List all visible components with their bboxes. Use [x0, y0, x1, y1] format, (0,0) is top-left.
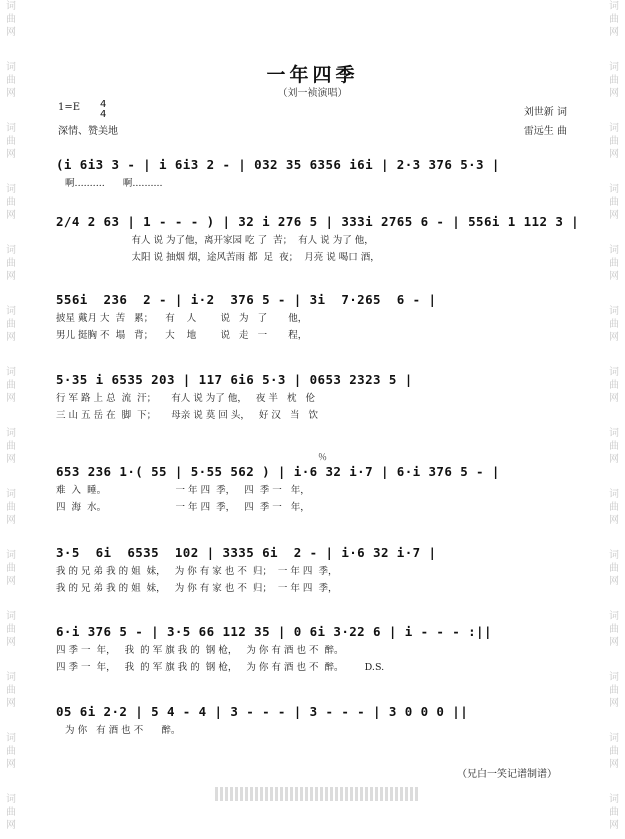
song-subtitle: （刘一祯演唱）: [277, 88, 348, 99]
lyric-line-1: 披星 戴月 大 苦 累； 有 人 说 为 了 他，: [56, 313, 308, 324]
watermark-glyph: 词: [609, 489, 619, 500]
watermark-glyph: 词: [609, 245, 619, 256]
score-system-8: [56, 702, 576, 756]
time-signature-top: 4: [100, 99, 107, 110]
watermark-glyph: 词: [6, 611, 16, 622]
watermark-glyph: 曲: [609, 807, 619, 818]
watermark-glyph: 词: [609, 733, 619, 744]
watermark-group: [605, 732, 623, 771]
composer-credit: 雷远生 曲: [523, 126, 567, 137]
watermark-glyph: 网: [6, 454, 16, 465]
score-system-6: [56, 543, 576, 597]
watermark-glyph: 曲: [609, 258, 619, 269]
watermark-glyph: 词: [6, 428, 16, 439]
watermark-group: [2, 244, 20, 283]
notation-line: 5·35 i 6535 203 | 117 6i6 5·3 | 0653 2323 5 |: [56, 372, 413, 387]
watermark-glyph: 曲: [6, 319, 16, 330]
watermark-group: [2, 305, 20, 344]
score-system-5: [56, 462, 576, 516]
watermark-glyph: 词: [6, 367, 16, 378]
score-system-3: [56, 290, 576, 344]
watermark-group: [605, 488, 623, 527]
watermark-glyph: 词: [609, 611, 619, 622]
watermark-group: [2, 366, 20, 405]
watermark-glyph: 网: [609, 393, 619, 404]
watermark-group: [2, 0, 20, 39]
watermark-glyph: 网: [609, 332, 619, 343]
watermark-glyph: 网: [6, 759, 16, 770]
watermark-glyph: 词: [609, 123, 619, 134]
watermark-glyph: 网: [6, 271, 16, 282]
watermark-glyph: 网: [609, 27, 619, 38]
key-signature: 1=E: [58, 102, 81, 113]
watermark-glyph: 曲: [6, 14, 16, 25]
watermark-glyph: 曲: [609, 563, 619, 574]
notation-line: 05 6i 2·2 | 5 4 - 4 | 3 - - - | 3 - - - | 3 0 0 0 ||: [56, 704, 469, 719]
notation-line: 556i 236 2 - | i·2 376 5 - | 3i 7·265 6 - |: [56, 292, 437, 307]
watermark-glyph: 词: [609, 1, 619, 12]
watermark-glyph: 网: [6, 698, 16, 709]
watermark-glyph: 网: [6, 637, 16, 648]
lyric-line-2: [56, 739, 576, 756]
watermark-glyph: 网: [609, 576, 619, 587]
watermark-group: [2, 122, 20, 161]
watermark-glyph: 曲: [609, 14, 619, 25]
watermark-group: [605, 366, 623, 405]
tempo-marking: 深情、赞美地: [58, 126, 118, 137]
song-title: 一年四季: [266, 64, 359, 86]
watermark-glyph: 曲: [6, 685, 16, 696]
lyric-line-2: 四 季 一 年， 我 的 军 旗 我 的 钢 枪， 为 你 有 酒 也 不 醉。 D.S.: [56, 662, 385, 673]
watermark-group: [2, 488, 20, 527]
footer-watermark-strip: [215, 787, 420, 801]
score-system-2: [56, 212, 580, 266]
watermark-glyph: 网: [6, 88, 16, 99]
watermark-glyph: 网: [6, 576, 16, 587]
watermark-glyph: 网: [6, 393, 16, 404]
watermark-glyph: 词: [6, 733, 16, 744]
watermark-glyph: 曲: [609, 624, 619, 635]
watermark-group: [605, 549, 623, 588]
watermark-glyph: 曲: [6, 624, 16, 635]
watermark-glyph: 词: [609, 672, 619, 683]
lyric-line-2: 男儿 挺胸 不 塌 背； 大 地 说 走 一 程，: [56, 330, 308, 341]
notation-line: 6·i 376 5 - | 3·5 66 112 35 | 0 6i 3·22 6 | i - - - :||: [56, 624, 492, 639]
watermark-glyph: 曲: [6, 258, 16, 269]
watermark-group: [605, 0, 623, 39]
watermark-right: [605, 0, 623, 839]
watermark-glyph: 词: [6, 794, 16, 805]
watermark-group: [605, 305, 623, 344]
watermark-glyph: 词: [609, 367, 619, 378]
watermark-glyph: 词: [6, 672, 16, 683]
time-signature-bottom: 4: [100, 109, 107, 120]
watermark-glyph: 网: [6, 332, 16, 343]
watermark-group: [605, 671, 623, 710]
watermark-glyph: 曲: [6, 746, 16, 757]
watermark-glyph: 网: [6, 27, 16, 38]
watermark-group: [605, 610, 623, 649]
watermark-group: [605, 793, 623, 832]
watermark-glyph: 词: [6, 489, 16, 500]
lyricist-credit: 刘世新 词: [523, 107, 567, 118]
watermark-glyph: 词: [609, 550, 619, 561]
watermark-glyph: 网: [609, 88, 619, 99]
notation-line: 3·5 6i 6535 102 | 3335 6i 2 - | i·6 32 i·7 |: [56, 545, 437, 560]
watermark-glyph: 网: [6, 515, 16, 526]
watermark-group: [605, 244, 623, 283]
watermark-glyph: 网: [6, 149, 16, 160]
lyric-line-2: 三 山 五 岳 在 脚 下； 母亲 说 莫 回 头， 好 汉 当 饮: [56, 410, 319, 421]
watermark-glyph: 网: [609, 271, 619, 282]
watermark-glyph: 曲: [609, 75, 619, 86]
watermark-glyph: 词: [6, 1, 16, 12]
lyric-line-2: 四 海 水。 一 年 四 季， 四 季 一 年，: [56, 502, 310, 513]
lyric-line-1: 有人 说 为了他，离开家园 吃 了 苦； 有人 说 为了 他，: [56, 235, 374, 246]
watermark-group: [605, 427, 623, 466]
watermark-glyph: 词: [6, 245, 16, 256]
watermark-group: [605, 122, 623, 161]
watermark-group: [2, 732, 20, 771]
watermark-glyph: 曲: [6, 75, 16, 86]
watermark-group: [2, 427, 20, 466]
lyric-line-1: 行 军 路 上 总 流 汗； 有人 说 为了 他， 夜 半 枕 伦: [56, 393, 316, 404]
watermark-group: [2, 549, 20, 588]
watermark-glyph: 词: [6, 306, 16, 317]
watermark-glyph: 词: [609, 306, 619, 317]
watermark-glyph: 曲: [609, 197, 619, 208]
score-system-7: [56, 622, 576, 676]
watermark-glyph: 词: [609, 184, 619, 195]
lyric-line-1: 为 你 有 酒 也 不 醉。: [56, 725, 181, 736]
time-signature: [100, 100, 106, 120]
watermark-group: [2, 183, 20, 222]
watermark-glyph: 曲: [609, 380, 619, 391]
watermark-group: [605, 183, 623, 222]
watermark-glyph: 网: [609, 454, 619, 465]
watermark-glyph: 网: [609, 637, 619, 648]
watermark-glyph: 网: [609, 820, 619, 831]
watermark-glyph: 曲: [609, 685, 619, 696]
lyric-line-1: 啊.......... 啊..........: [56, 178, 163, 189]
lyric-line-1: 四 季 一 年， 我 的 军 旗 我 的 钢 枪， 为 你 有 酒 也 不 醉。: [56, 645, 344, 656]
notation-line: 2/4 2 63 | 1 - - - ) | 32 i 276 5 | 333i 2765 6 - | 556i 1 112 3 |: [56, 214, 580, 229]
watermark-glyph: 网: [609, 149, 619, 160]
lyric-line-1: 难 入 睡。 一 年 四 季， 四 季 一 年，: [56, 485, 310, 496]
watermark-glyph: 曲: [6, 563, 16, 574]
watermark-glyph: 曲: [6, 441, 16, 452]
watermark-glyph: 网: [609, 515, 619, 526]
watermark-glyph: 词: [609, 62, 619, 73]
transcription-source: （兄白一笑记谱制谱）: [457, 769, 557, 780]
watermark-glyph: 曲: [6, 502, 16, 513]
lyric-line-2: 我 的 兄 弟 我 的 姐 妹， 为 你 有 家 也 不 归； 一 年 四 季，: [56, 583, 338, 594]
watermark-glyph: 曲: [609, 746, 619, 757]
watermark-glyph: 网: [609, 759, 619, 770]
lyric-line-1: 我 的 兄 弟 我 的 姐 妹， 为 你 有 家 也 不 归； 一 年 四 季，: [56, 566, 338, 577]
notation-line: 653 236 1·( 55 | 5·55 562 ) | i·6 32 i·7 | 6·i 376 5 - |: [56, 464, 500, 479]
lyric-line-2: 太阳 说 抽烟 烟，途风苦雨 都 足 夜； 月亮 说 喝口 酒，: [56, 252, 380, 263]
watermark-glyph: 曲: [609, 441, 619, 452]
score-system-1: [56, 155, 576, 209]
watermark-glyph: 词: [6, 184, 16, 195]
watermark-glyph: 词: [6, 550, 16, 561]
watermark-glyph: 曲: [6, 380, 16, 391]
watermark-glyph: 曲: [609, 319, 619, 330]
watermark-glyph: 网: [6, 820, 16, 831]
watermark-glyph: 曲: [6, 197, 16, 208]
watermark-group: [2, 610, 20, 649]
watermark-glyph: 词: [6, 123, 16, 134]
watermark-glyph: 曲: [609, 136, 619, 147]
watermark-glyph: 词: [609, 428, 619, 439]
watermark-glyph: 词: [609, 794, 619, 805]
watermark-glyph: 网: [609, 698, 619, 709]
watermark-glyph: 曲: [6, 807, 16, 818]
watermark-glyph: 网: [609, 210, 619, 221]
score-system-4: [56, 370, 576, 424]
segno-marker: ％: [318, 453, 328, 463]
watermark-glyph: 曲: [609, 502, 619, 513]
watermark-group: [2, 793, 20, 832]
watermark-glyph: 曲: [6, 136, 16, 147]
watermark-left: [2, 0, 20, 839]
lyric-line-2: [56, 192, 576, 209]
notation-line: (i 6i3 3 - | i 6i3 2 - | 032 35 6356 i6i | 2·3 376 5·3 |: [56, 157, 500, 172]
watermark-group: [2, 671, 20, 710]
watermark-glyph: 网: [6, 210, 16, 221]
watermark-glyph: 词: [6, 62, 16, 73]
